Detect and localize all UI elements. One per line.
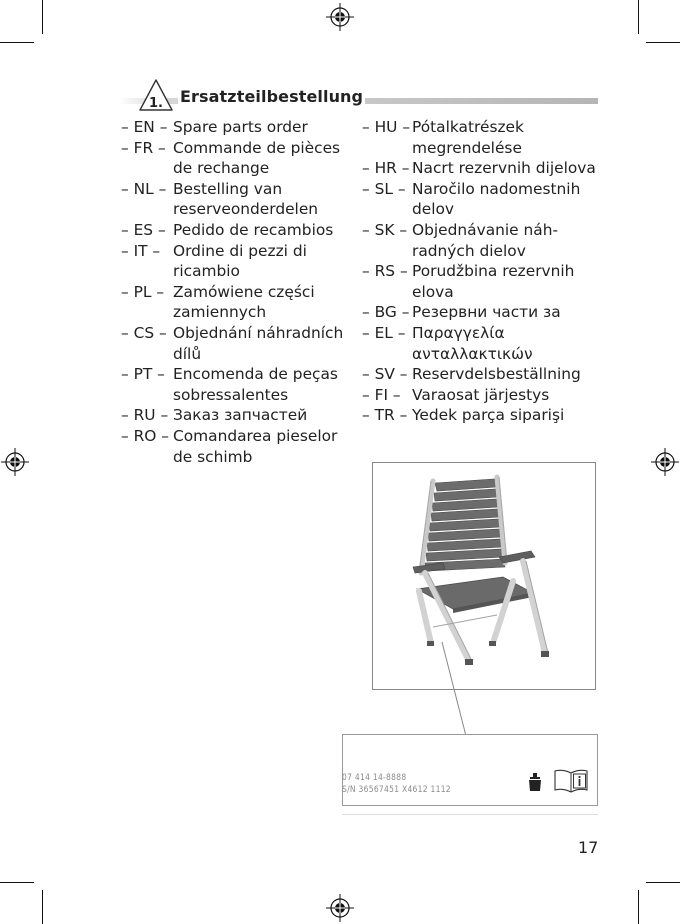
crop-mark-tl-h <box>0 42 34 43</box>
language-column-right <box>362 117 602 447</box>
step-number: 1. <box>149 96 163 111</box>
language-entry <box>121 117 351 138</box>
language-code: – HU – <box>362 118 411 136</box>
article-number: 07 414 14-8888 <box>342 772 407 782</box>
language-code: – FR – <box>121 138 166 157</box>
language-column-left <box>121 117 351 477</box>
crop-mark-tr-v <box>638 0 639 34</box>
language-code: – CS – <box>121 324 167 342</box>
language-entry <box>362 302 602 323</box>
language-translation: Encomenda de peças <box>173 365 338 384</box>
crop-mark-tr-h <box>646 42 680 43</box>
registration-mark-icon <box>650 447 680 477</box>
language-entry <box>121 179 351 220</box>
language-translation: dílů <box>173 344 202 363</box>
language-entry <box>121 241 351 282</box>
language-translation: radných dielov <box>412 241 526 260</box>
language-code: – SK – <box>362 221 408 239</box>
language-translation: megrendelése <box>412 138 522 157</box>
language-code: – EN – <box>121 118 168 136</box>
language-translation: Pótalkatrészek <box>412 118 524 136</box>
manual-info-icon <box>553 768 589 794</box>
language-translation: de rechange <box>173 159 270 178</box>
language-translation: Заказ запчастей <box>173 406 308 425</box>
registration-mark-icon <box>325 893 355 923</box>
language-translation: Varaosat järjestys <box>412 385 550 404</box>
language-code: – HR – <box>362 159 410 178</box>
language-entry <box>121 364 351 405</box>
crop-mark-br-h <box>646 882 680 883</box>
language-translation: Objednání náhradních <box>173 324 344 342</box>
language-code: – SV – <box>362 365 408 384</box>
language-entry <box>121 282 351 323</box>
language-translation: delov <box>412 200 455 219</box>
language-code: – RU – <box>121 406 169 425</box>
crop-mark-br-v <box>638 890 639 924</box>
language-translation: de schimb <box>173 447 253 466</box>
language-translation: Ordine di pezzi di <box>173 241 307 260</box>
language-entry <box>121 220 351 241</box>
language-code: – RO – <box>121 427 169 445</box>
language-translation: Zamówiene części <box>173 282 315 301</box>
language-code: – EL – <box>362 324 406 342</box>
language-code: – SL – <box>362 179 406 198</box>
registration-mark-icon <box>325 2 355 32</box>
language-entry <box>362 220 602 261</box>
language-entry <box>362 261 602 302</box>
language-code: – BG – <box>362 303 410 322</box>
language-entry <box>362 364 602 385</box>
language-translation: ricambio <box>173 262 240 281</box>
language-code: – FI – <box>362 385 401 404</box>
warning-triangle-icon <box>138 78 174 112</box>
language-translation: Yedek parça siparişi <box>412 406 565 425</box>
weight-icon <box>528 772 542 792</box>
language-entry <box>121 405 351 426</box>
language-entry <box>362 405 602 426</box>
language-translation: Nacrt rezervnih dijelova <box>412 159 596 178</box>
crop-mark-tl-v <box>42 0 43 34</box>
language-entry <box>362 323 602 364</box>
language-entry <box>121 138 351 179</box>
language-code: – TR – <box>362 406 408 425</box>
chair-illustration <box>373 463 595 689</box>
language-translation: ανταλλακτικών <box>412 344 533 363</box>
language-code: – IT – <box>121 241 161 260</box>
language-code: – PL – <box>121 282 165 301</box>
language-translation: Commande de pièces <box>173 138 341 157</box>
language-translation: Резервни части за <box>412 303 561 322</box>
language-entry <box>121 323 351 364</box>
registration-mark-icon <box>0 447 30 477</box>
serial-number: S/N 36567451 X4612 1112 <box>342 784 451 794</box>
language-entry <box>121 426 351 467</box>
language-code: – NL – <box>121 179 167 198</box>
page-number: 17 <box>578 838 599 857</box>
language-translation: Παραγγελία <box>412 324 505 342</box>
chair-illustration-box <box>372 462 596 690</box>
language-translation: Comandarea pieselor <box>173 427 338 445</box>
section-heading: Ersatzteilbestellung <box>180 87 364 106</box>
language-translation: Bestelling van <box>173 179 283 198</box>
language-translation: Objednávanie náh- <box>412 221 559 239</box>
language-entry <box>362 117 602 158</box>
language-code: – ES – <box>121 221 166 239</box>
language-translation: Pedido de recambios <box>173 221 334 239</box>
language-translation: elova <box>412 282 454 301</box>
language-translation: Reservdelsbeställning <box>412 365 581 384</box>
language-translation: reserveonderdelen <box>173 200 319 219</box>
language-translation: sobressalentes <box>173 385 289 404</box>
language-translation: Porudžbina rezervnih <box>412 262 575 281</box>
crop-mark-bl-h <box>0 882 34 883</box>
language-entry <box>362 158 602 179</box>
crop-mark-bl-v <box>42 890 43 924</box>
language-code: – RS – <box>362 262 408 281</box>
language-translation: Naročilo nadomestnih <box>412 179 581 198</box>
divider <box>342 814 598 815</box>
language-entry <box>362 385 602 406</box>
language-translation: Spare parts order <box>173 118 308 136</box>
leader-line <box>440 640 470 740</box>
language-code: – PT – <box>121 365 165 384</box>
language-translation: zamiennych <box>173 303 267 322</box>
language-entry <box>362 179 602 220</box>
